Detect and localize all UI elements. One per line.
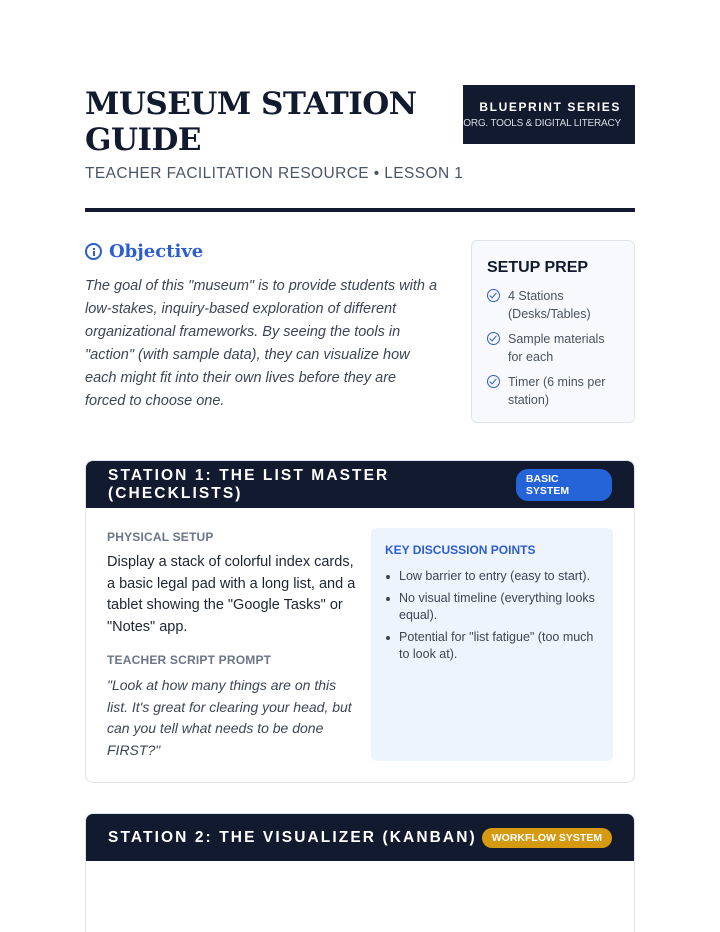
station-header <box>86 461 634 508</box>
objective-text: The goal of this "museum" is to provide students with a low-stakes, inquiry-based exploration of different organizational frameworks. By seeing the tools in "action" (with sample data), they can visualize how each might fit into their own lives before they are forced to choose one. <box>85 278 438 409</box>
discussion-points-panel <box>371 528 613 761</box>
station-tag: WORKFLOW SYSTEM <box>482 828 612 848</box>
setup-prep-item-text: Timer (6 mins per station) <box>508 375 606 407</box>
setup-prep-title: SETUP PREP <box>487 259 589 276</box>
objective-heading <box>85 241 203 262</box>
check-circle-icon <box>487 332 500 345</box>
station-header <box>86 814 634 861</box>
series-badge-subtitle: ORG. TOOLS & DIGITAL LITERACY <box>463 118 621 129</box>
page-title: MUSEUM STATION GUIDE <box>85 86 417 158</box>
setup-prep-box <box>471 240 635 423</box>
setup-prep-item <box>487 330 620 366</box>
station-card-2 <box>85 813 635 932</box>
check-circle-icon <box>487 375 500 388</box>
script-prompt-text: "Look at how many things are on this list. It's great for clearing your head, but can you tell what needs to be done FIRST?" <box>107 677 352 758</box>
discussion-point: Low barrier to entry (easy to start). <box>385 568 599 586</box>
physical-setup-text: Display a stack of colorful index cards, a basic legal pad with a long list, and a tablet showing the "Google Tasks" or "Notes" app. <box>107 554 356 635</box>
header-divider <box>85 208 635 212</box>
station-tag: BASIC SYSTEM <box>516 469 612 501</box>
setup-prep-item-text: Sample materials for each <box>508 332 605 364</box>
objective-title: Objective <box>109 241 204 262</box>
physical-setup-label: PHYSICAL SETUP <box>107 530 214 544</box>
station-card-1 <box>85 460 635 783</box>
series-badge-title: BLUEPRINT SERIES <box>479 100 621 114</box>
script-prompt-label: TEACHER SCRIPT PROMPT <box>107 653 272 667</box>
setup-prep-item <box>487 287 620 323</box>
discussion-point: Potential for "list fatigue" (too much to look at). <box>385 629 599 664</box>
station-title: STATION 2: THE VISUALIZER (KANBAN) <box>108 828 477 846</box>
discussion-point: No visual timeline (everything looks equal). <box>385 590 599 625</box>
check-circle-icon <box>487 289 500 302</box>
station-title: STATION 1: THE LIST MASTER (CHECKLISTS) <box>108 466 390 502</box>
setup-prep-item <box>487 373 620 409</box>
page-subtitle: TEACHER FACILITATION RESOURCE • LESSON 1 <box>85 165 464 182</box>
series-badge <box>463 85 635 144</box>
info-icon <box>85 243 102 260</box>
setup-prep-item-text: 4 Stations (Desks/Tables) <box>508 289 591 321</box>
discussion-points-title: KEY DISCUSSION POINTS <box>385 543 536 557</box>
